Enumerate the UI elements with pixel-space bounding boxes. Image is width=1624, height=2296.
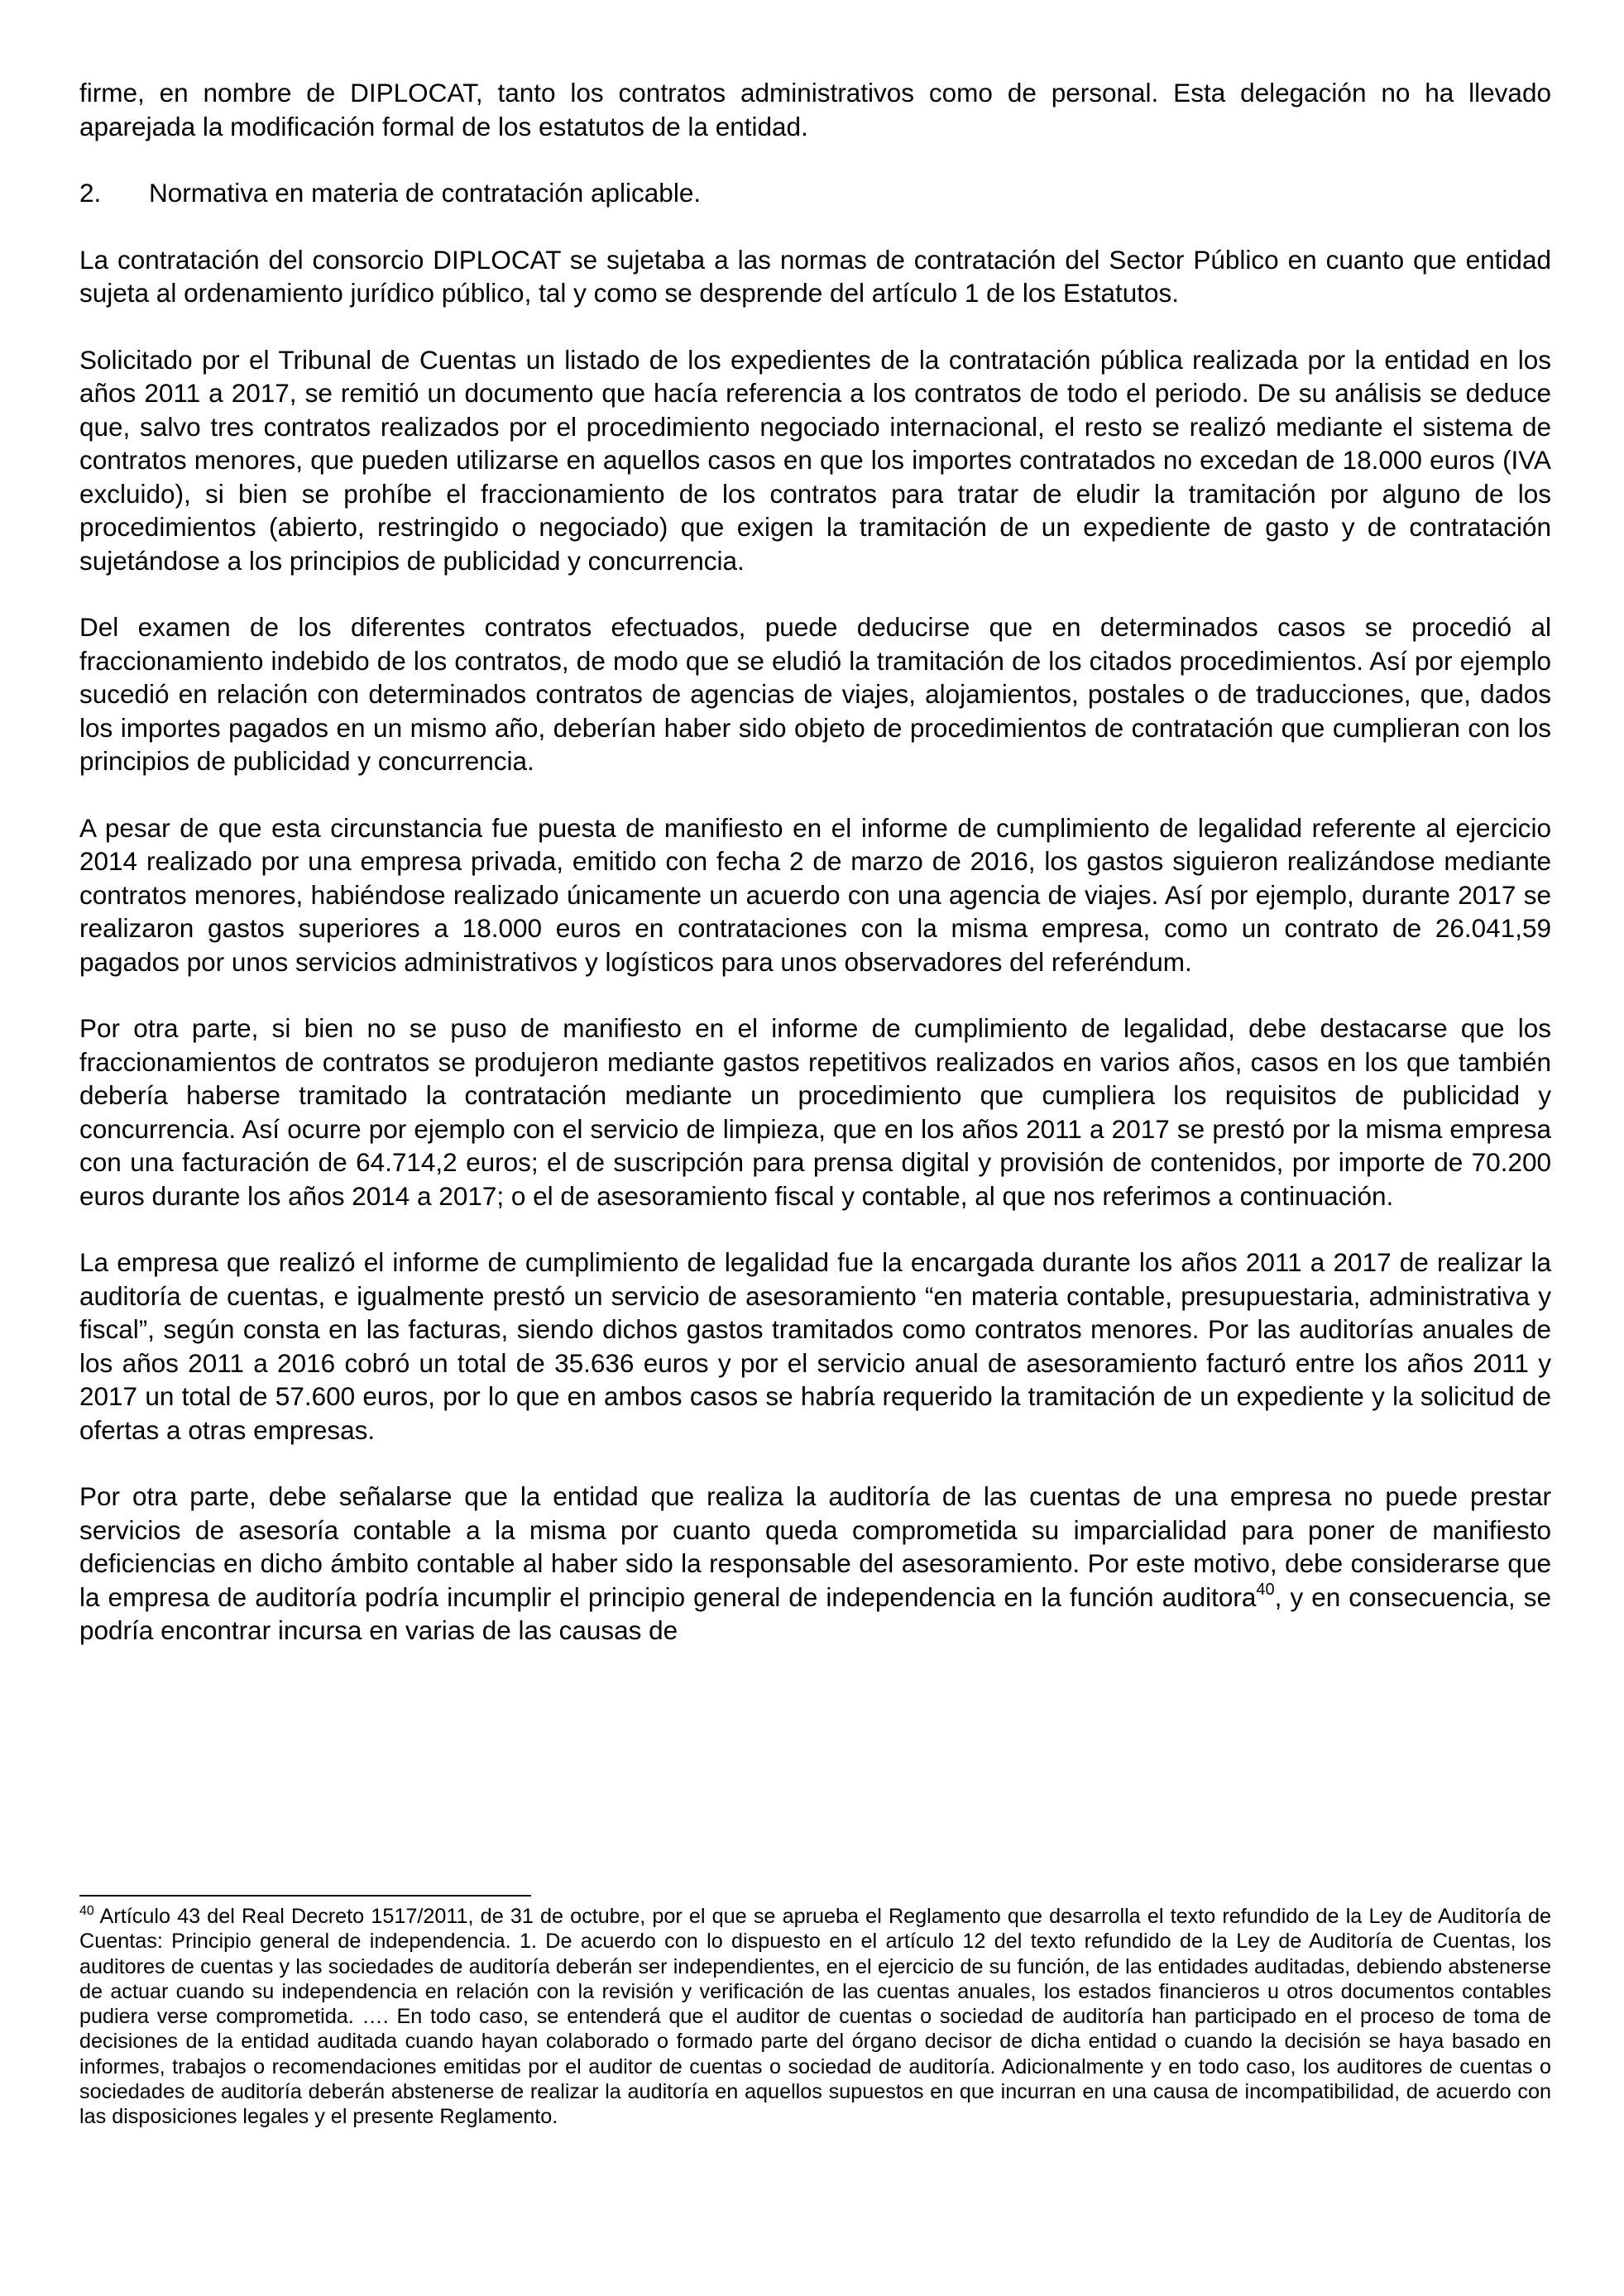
- section-heading-number: 2.: [79, 178, 102, 208]
- paragraph-legality-report: A pesar de que esta circunstancia fue puesta de manifiesto en el informe de cumplimiento de legalidad referente al ejercicio 2014 realizado por una empresa privada, emitido con fecha 2 de marzo de 2016, los gastos siguieron realizándose mediante contratos menores, habiéndose realizado únicamente un acuerdo con una agencia de viajes. Así por ejemplo, durante 2017 se realizaron gastos superiores a 18.000 euros en contrataciones con la misma empresa, como un contrato de 26.041,59 pagados por unos servicios administrativos y logísticos para unos observadores del referéndum.: [79, 812, 1551, 977]
- paragraph-applicable-law: La contratación del consorcio DIPLOCAT se sujetaba a las normas de contratación del Sector Público en cuanto que entidad sujeta al ordenamiento jurídico público, tal y como se desprende del artículo 1 de los Estatutos.: [79, 244, 1551, 308]
- paragraph-audit-company: La empresa que realizó el informe de cumplimiento de legalidad fue la encargada durante los años 2011 a 2017 de realizar la auditoría de cuentas, e igualmente prestó un servicio de asesoramiento “en materia contable, presupuestaria, administrativa y fiscal”, según consta en las facturas, siendo dichos gastos tramitados como contratos menores. Por las auditorías anuales de los años 2011 a 2016 cobró un total de 35.636 euros y por el servicio anual de asesoramiento facturó entre los años 2011 y 2017 un total de 57.600 euros, por lo que en ambos casos se habría requerido la tramitación de un expediente y la solicitud de ofertas a otras empresas.: [79, 1247, 1551, 1445]
- footnote-number: 40: [79, 1903, 94, 1918]
- footnote-reference[interactable]: 40: [1256, 1581, 1275, 1599]
- paragraph-independence-continuation: , y en consecuencia, se podría encontrar incursa en varias de las causas de: [79, 1581, 1551, 1645]
- footnote-separator: [79, 1895, 531, 1897]
- paragraph-independence-text: Por otra parte, debe señalarse que la entidad que realiza la auditoría de las cuentas de una empresa no puede prestar servicios de asesoría contable a la misma por cuanto queda comprometida su imparcialidad para poner de manifiesto deficiencias en dicho ámbito contable al haber sido la responsable del asesoramiento. Por este motivo, debe considerarse que la empresa de auditoría podría incumplir el principio general de independencia en la función auditora: [79, 1481, 1551, 1612]
- footnote: [79, 1904, 1551, 2130]
- footnote-text: Artículo 43 del Real Decreto 1517/2011, de 31 de octubre, por el que se aprueba el Reglamento que desarrolla el texto refundido de la Ley de Auditoría de Cuentas: Principio general de independencia. 1. De acuerdo con lo dispuesto en el artículo 12 del texto refundido de la Ley de Auditoría de Cuentas, los auditores de cuentas y las sociedades de auditoría deberán ser independientes, en el ejercicio de su función, de las entidades auditadas, debiendo abstenerse de actuar cuando su independencia en relación con la revisión y verificación de las cuentas anuales, los estados financieros u otros documentos contables pudiera verse comprometida. …. En todo caso, se entenderá que el auditor de cuentas o sociedad de auditoría han participado en el proceso de toma de decisiones de la entidad auditada cuando hayan colaborado o formado parte del órgano decisor de dicha entidad o cuando la decisión se haya basado en informes, trabajos o recomendaciones emitidas por el auditor de cuentas o sociedad de auditoría. Adicionalmente y en todo caso, los auditores de cuentas o sociedades de auditoría deberán abstenerse de realizar la auditoría en aquellos supuestos en que incurran en una causa de incompatibilidad, de acuerdo con las disposiciones legales y el presente Reglamento.: [79, 1905, 1551, 2129]
- paragraph-delegation: firme, en nombre de DIPLOCAT, tanto los contratos administrativos como de personal. Esta delegación no ha llevado aparejada la modificación formal de los estatutos de la entidad.: [79, 78, 1551, 141]
- section-heading-text: Normativa en materia de contratación aplicable.: [149, 178, 702, 208]
- paragraph-contract-list: Solicitado por el Tribunal de Cuentas un listado de los expedientes de la contratación pública realizada por la entidad en los años 2011 a 2017, se remitió un documento que hacía referencia a los contratos de todo el periodo. De su análisis se deduce que, salvo tres contratos realizados por el procedimiento negociado internacional, el resto se realizó mediante el sistema de contratos menores, que pueden utilizarse en aquellos casos en que los importes contratados no excedan de 18.000 euros (IVA excluido), si bien se prohíbe el fraccionamiento de los contratos para tratar de eludir la tramitación por alguno de los procedimientos (abierto, restringido o negociado) que exigen la tramitación de un expediente de gasto y de contratación sujetándose a los principios de publicidad y concurrencia.: [79, 344, 1551, 576]
- paragraph-repetitive-expenses: Por otra parte, si bien no se puso de manifiesto en el informe de cumplimiento de legalidad, debe destacarse que los fraccionamientos de contratos se produjeron mediante gastos repetitivos realizados en varios años, casos en los que también debería haberse tramitado la contratación mediante un procedimiento que cumpliera los requisitos de publicidad y concurrencia. Así ocurre por ejemplo con el servicio de limpieza, que en los años 2011 a 2017 se prestó por la misma empresa con una facturación de 64.714,2 euros; el de suscripción para prensa digital y provisión de contenidos, por importe de 70.200 euros durante los años 2014 a 2017; o el de asesoramiento fiscal y contable, al que nos referimos a continuación.: [79, 1013, 1551, 1211]
- paragraph-independence: [79, 1480, 1551, 1648]
- document-body: [79, 76, 1551, 1648]
- paragraph-fractioning: Del examen de los diferentes contratos efectuados, puede deducirse que en determinados casos se procedió al fraccionamiento indebido de los contratos, de modo que se eludió la tramitación de los citados procedimientos. Así por ejemplo sucedió en relación con determinados contratos de agencias de viajes, alojamientos, postales o de traducciones, que, dados los importes pagados en un mismo año, deberían haber sido objeto de procedimientos de contratación que cumplieran con los principios de publicidad y concurrencia.: [79, 612, 1551, 776]
- section-heading: [79, 176, 1551, 210]
